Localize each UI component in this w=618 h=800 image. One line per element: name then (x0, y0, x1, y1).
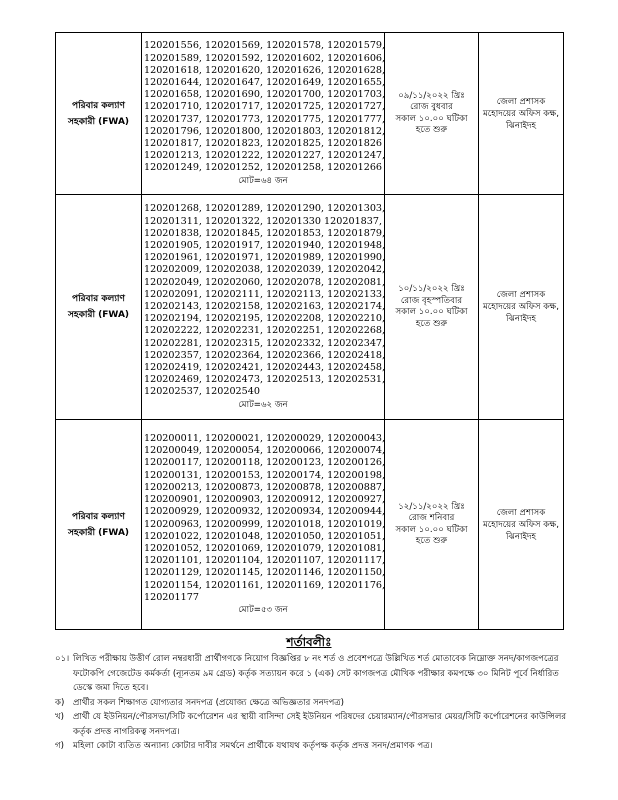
post-name-cell (56, 195, 142, 420)
roll-numbers-line: 120202469, 120202473, 120202513, 120202531, (144, 374, 386, 386)
roll-numbers-line: 120201710, 120201717, 120201725, 120201727, (144, 101, 386, 113)
roll-numbers-line: 120200049, 120200054, 120200066, 120200074, (144, 445, 386, 457)
exam-venue-line: ঝিনাইদহ (505, 314, 537, 324)
roll-numbers-line: 120201618, 120201620, 120201626, 120201628, (144, 64, 386, 76)
post-name-cell (56, 420, 142, 630)
exam-date-line: হতে শুরু (415, 125, 448, 135)
condition-item (55, 739, 575, 754)
exam-venue-line: ঝিনাইদহ (505, 531, 537, 542)
exam-date-line: রোজ বুধবার (410, 102, 453, 112)
exam-venue-line: জেলা প্রশাসক (496, 290, 546, 300)
exam-venue-cell (479, 195, 564, 420)
schedule-row (56, 420, 564, 630)
post-name-line: পরিবার কল্যাণ (71, 294, 125, 304)
roll-numbers-line: 120202143, 120202158, 120202163, 120202174, (144, 301, 386, 312)
post-name-line: সহকারী (FWA) (67, 310, 130, 320)
candidate-total: মোট=৬২ জন (238, 399, 288, 410)
roll-numbers-line: 120201101, 120201104, 120201107, 120201117, (144, 555, 386, 567)
roll-numbers-line: 120202419, 120202421, 120202443, 120202458, (144, 362, 386, 374)
condition-number: গ) (55, 741, 64, 751)
roll-numbers-line: 120201129, 120201145, 120201146, 120201150, (144, 567, 386, 579)
exam-venue-line: মহোদয়ের অফিস কক্ষ, (482, 519, 560, 530)
post-name-line: পরিবার কল্যাণ (71, 100, 125, 111)
condition-number: খ) (55, 712, 64, 722)
roll-numbers-line: 120202049, 120202060, 120202078, 120202081, (144, 276, 386, 288)
exam-date-line: হতে শুরু (415, 536, 448, 546)
roll-numbers-line: 120202537, 120202540 (144, 386, 260, 398)
condition-number: ০১। (55, 654, 70, 664)
exam-date-line: সকাল ১০.০০ ঘটিকা (395, 524, 468, 535)
exam-venue-line: জেলা প্রশাসক (496, 507, 546, 518)
condition-text: প্রার্থী যে ইউনিয়ন/পৌরসভা/সিটি কর্পোরেশন এর স্থায়ী বাসিন্দা সেই ইউনিয়ন পরিষদের চেয়ারম্যান/পৌরসভার মেয়র/সিটি কর্পোরেশনের কাউন্সিলর কর্তৃক প্রদত্ত নাগরিকত্ব সনদপত্র। (73, 712, 567, 737)
roll-numbers-line: 120201249, 120201252, 120201258, 120201266 (144, 162, 383, 174)
exam-date-line: হতে শুরু (415, 318, 448, 329)
roll-numbers-line: 120201838, 120201845, 120201853, 120201879, (144, 227, 386, 239)
post-name-cell (56, 33, 142, 195)
roll-numbers-line: 120201311, 120201322, 120201330 120201837, (144, 215, 383, 227)
exam-date-line: রোজ বৃহস্পতিবার (400, 295, 463, 306)
exam-date-line: রোজ শনিবার (408, 513, 455, 523)
condition-number: ক) (55, 697, 65, 708)
roll-numbers-line: 120202009, 120202038, 120202039, 120202042, (144, 264, 386, 276)
roll-numbers-cell (142, 420, 385, 630)
roll-numbers-line: 120201658, 120201690, 120201700, 120201703, (144, 89, 386, 101)
candidate-total: মোট=৫৩ জন (238, 604, 288, 615)
exam-date-cell (385, 420, 479, 630)
exam-venue-line: মহোদয়ের অফিস কক্ষ, (482, 302, 560, 312)
exam-venue-line: ঝিনাইদহ (505, 120, 537, 131)
condition-text: প্রার্থীর সকল শিক্ষাগত যোগ্যতার সনদপত্র (প্রযোজ্য ক্ষেত্রে অভিজ্ঞতার সনদপত্র) (73, 697, 344, 708)
roll-numbers-line: 120201154, 120201161, 120201169, 120201176, (144, 579, 386, 591)
roll-numbers-line: 120201556, 120201569, 120201578, 120201579, (144, 40, 386, 52)
exam-date-cell (385, 33, 479, 195)
roll-numbers-cell (142, 195, 385, 420)
roll-numbers-line: 120202194, 120202195, 120202208, 120202210, (144, 313, 386, 325)
roll-numbers-line: 120200131, 120200153, 120200174, 120200198, (144, 469, 386, 481)
exam-date-line: সকাল ১০.০০ ঘটিকা (395, 307, 468, 317)
roll-numbers-cell (142, 33, 385, 195)
exam-venue-cell (479, 33, 564, 195)
roll-numbers-line: 120200963, 120200999, 120201018, 120201019, (144, 518, 386, 530)
roll-numbers-line: 120201213, 120201222, 120201227, 120201247, (144, 150, 386, 162)
exam-date-line: ০৯/১১/২০২২ খ্রিঃ (398, 90, 465, 101)
roll-numbers-line: 120201052, 120201069, 120201079, 120201081, (144, 542, 386, 554)
roll-numbers-line: 120201817, 120201823, 120201825, 120201826 (144, 138, 383, 149)
condition-item (55, 652, 575, 696)
roll-numbers-line: 120200213, 120200873, 120200878, 120200887, (144, 481, 386, 493)
roll-numbers-line: 120200929, 120200932, 120200934, 120200944, (144, 506, 386, 518)
conditions-title: শর্তাবলীঃ (286, 635, 332, 649)
exam-venue-line: মহোদয়ের অফিস কক্ষ, (482, 108, 560, 119)
roll-numbers-line: 120201022, 120201048, 120201050, 120201051, (144, 530, 386, 542)
roll-numbers-line: 120201961, 120201971, 120201989, 120201990, (144, 252, 386, 264)
exam-venue-line: জেলা প্রশাসক (496, 96, 546, 107)
candidate-total: মোট=৬৪ জন (238, 175, 288, 186)
exam-date-line: সকাল ১০.০০ ঘটিকা (395, 113, 468, 124)
roll-numbers-line: 120201177 (144, 591, 199, 603)
roll-numbers-line: 120202222, 120202231, 120202251, 120202268, (144, 325, 386, 337)
roll-numbers-line: 120200011, 120200021, 120200029, 120200043, (144, 433, 386, 445)
condition-text: লিখিত পরীক্ষায় উত্তীর্ণ রোল নম্বরধারী প্রার্থীগণকে নিয়োগ বিজ্ঞপ্তির ৮ নং শর্ত ও প্রবেশপত্রে উল্লিখিত শর্ত মোতাবেক নিম্নোক্ত সনদ/কাগজপত্রের ফটোকপি গেজেটেড কর্মকর্তা (ন্যূনতম ৯ম গ্রেড) কর্তৃক সত্যায়ন করে ১ (এক) সেট কাগজপত্র মৌখিক পরীক্ষার কমপক্ষে ৩০ মিনিট পূর্বে নির্ধারিত ডেস্কে জমা দিতে হবে। (73, 654, 559, 693)
roll-numbers-line: 120201737, 120201773, 120201775, 120201777, (144, 113, 386, 125)
exam-date-line: ১০/১১/২০২২ খ্রিঃ (398, 284, 465, 294)
condition-item (55, 710, 575, 739)
exam-date-line: ১২/১১/২০২২ খ্রিঃ (398, 501, 465, 512)
roll-numbers-line: 120200117, 120200118, 120200123, 120200126, (144, 457, 386, 469)
schedule-row (56, 195, 564, 420)
post-name-line: সহকারী (FWA) (67, 527, 130, 538)
post-name-line: পরিবার কল্যাণ (71, 511, 125, 522)
exam-date-cell (385, 195, 479, 420)
conditions-list (55, 652, 575, 754)
roll-numbers-line: 120202091, 120202111, 120202113, 120202133, (144, 288, 386, 300)
post-name-line: সহকারী (FWA) (67, 116, 130, 127)
schedule-row (56, 33, 564, 195)
roll-numbers-line: 120202281, 120202315, 120202332, 120202347, (144, 337, 386, 349)
condition-item (55, 696, 575, 711)
exam-venue-cell (479, 420, 564, 630)
roll-numbers-line: 120201796, 120201800, 120201803, 120201812, (144, 125, 386, 137)
condition-text: মহিলা কোটা ব্যতিত অন্যান্য কোটার দাবীর সমর্থনে প্রার্থীকে যথাযথ কর্তৃপক্ষ কর্তৃক প্রদত্ত সনদ/প্রমাণক পত্র। (73, 741, 433, 751)
roll-numbers-line: 120200901, 120200903, 120200912, 120200927, (144, 494, 386, 506)
roll-numbers-line: 120201268, 120201289, 120201290, 120201303, (144, 203, 386, 215)
roll-numbers-line: 120201905, 120201917, 120201940, 120201948, (144, 239, 386, 251)
roll-numbers-line: 120201644, 120201647, 120201649, 120201655, (144, 76, 386, 88)
exam-schedule-table (55, 32, 564, 630)
roll-numbers-line: 120202357, 120202364, 120202366, 120202418, (144, 349, 386, 361)
roll-numbers-line: 120201589, 120201592, 120201602, 120201606, (144, 52, 386, 64)
